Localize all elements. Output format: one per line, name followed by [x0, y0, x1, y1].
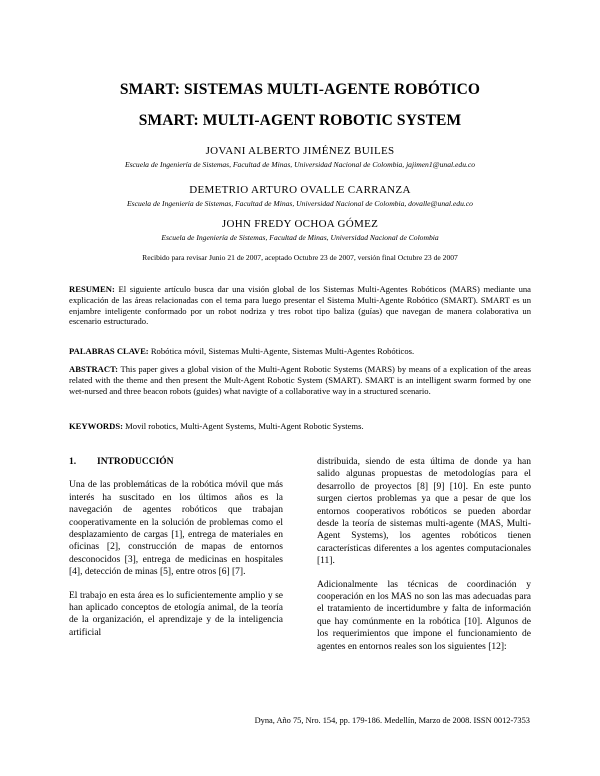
abstract-label: ABSTRACT:: [69, 364, 119, 374]
section-heading: [69, 456, 283, 468]
title-english: SMART: MULTI-AGENT ROBOTIC SYSTEM: [138, 112, 462, 129]
author-3-affiliation: Escuela de Ingeniería de Sistemas, Facultad de Minas, Universidad Nacional de Colombia: [161, 233, 439, 242]
journal-footer: Dyna, Año 75, Nro. 154, pp. 179-186. Medellín, Marzo de 2008. ISSN 0012-7353: [254, 716, 530, 725]
abstract-block: [69, 364, 531, 396]
resumen-block: [69, 284, 531, 327]
section-title: INTRODUCCIÓN: [97, 457, 174, 467]
paragraph: El trabajo en esta área es lo suficientemente amplio y se han aplicado conceptos de etología animal, de la teoría de la organización, el aprendizaje y de la inteligencia artificial: [69, 590, 283, 638]
resumen-text: El siguiente artículo busca dar una visión global de los Sistemas Multi-Agentes Robóticos (MARS) mediante una explicación de las áreas relacionadas con el tema para luego presentar el Sistema Multi-Agente Robótico (SMART). SMART es un enjambre inteligente conformado por un robot nodriza y tres robot tipo baliza (guías) que navegan de manera colaborativa un escenario estructurado.: [69, 284, 531, 327]
palabras-clave-label: PALABRAS CLAVE:: [69, 346, 149, 356]
paragraph: distribuida, siendo de esta última de donde ya han salido algunas propuestas de metodologías para el desarrollo de proyectos [8] [9] [10]. En este punto surgen ciertos problemas ya que a pesar de que los entornos cooperativos robóticos se pueden abordar desde la teoría de sistemas multi-agente (MAS, Multi-Agent Systems), los agentes robóticos tienen características diferentes a los agentes computacionales [11].: [317, 457, 531, 567]
abstract-text: This paper gives a global vision of the Multi-Agent Robotic Systems (MARS) by means of a explication of the areas related with the theme and then present the Mult-Agent Robotic System (SMART). SMART is an intelligent swarm formed by one wet-nursed and three beacon robots (guides) what navigte of a collaborative way in a structured scenario.: [69, 364, 531, 396]
paragraph: Adicionalmente las técnicas de coordinación y cooperación en los MAS no son las mas adecuadas para el tratamiento de incertidumbre y falta de información que hay comúnmente en la robótica [10]. Algunos de los requerimientos que impone el funcionamiento de agentes en entornos reales son los siguientes [12]:: [317, 579, 531, 652]
keywords-text: Movil robotics, Multi-Agent Systems, Multi-Agent Robotic Systems.: [125, 421, 364, 431]
section-number: 1.: [69, 457, 77, 467]
author-2-name: DEMETRIO ARTURO OVALLE CARRANZA: [189, 184, 411, 196]
title-spanish: SMART: SISTEMAS MULTI-AGENTE ROBÓTICO: [119, 81, 481, 98]
palabras-clave-block: [69, 346, 531, 357]
received-dates: Recibido para revisar Junio 21 de 2007, aceptado Octubre 23 de 2007, versión final Octubre 23 de 2007: [142, 253, 458, 262]
keywords-block: [69, 421, 531, 432]
palabras-clave-text: Robótica móvil, Sistemas Multi-Agente, Sistemas Multi-Agentes Robóticos.: [150, 346, 415, 356]
author-3-name: JOHN FREDY OCHOA GÓMEZ: [221, 218, 379, 230]
paragraph: Una de las problemáticas de la robótica móvil que más interés ha suscitado en los últimos años es la navegación de agentes robóticos que trabajan cooperativamente en la solución de problemas como el desplazamiento de cargas [1], entrega de materiales en oficinas [2], construcción de mapas de entornos desconocidos [3], entrega de medicinas en hospitales [4], detección de minas [5], entre otros [6] [7].: [69, 480, 283, 578]
left-column: [69, 456, 283, 650]
right-column: [317, 456, 531, 664]
keywords-label: KEYWORDS:: [69, 421, 123, 431]
author-1-affiliation: Escuela de Ingeniería de Sistemas, Facultad de Minas, Universidad Nacional de Colombia, jajimen1@unal.edu.co: [124, 160, 476, 169]
author-2-affiliation: Escuela de Ingeniería de Sistemas, Facultad de Minas, Universidad Nacional de Colombia, dovalle@unal.edu.co: [127, 199, 473, 208]
author-1-name: JOVANI ALBERTO JIMÉNEZ BUILES: [205, 145, 395, 157]
resumen-label: RESUMEN:: [69, 284, 115, 294]
